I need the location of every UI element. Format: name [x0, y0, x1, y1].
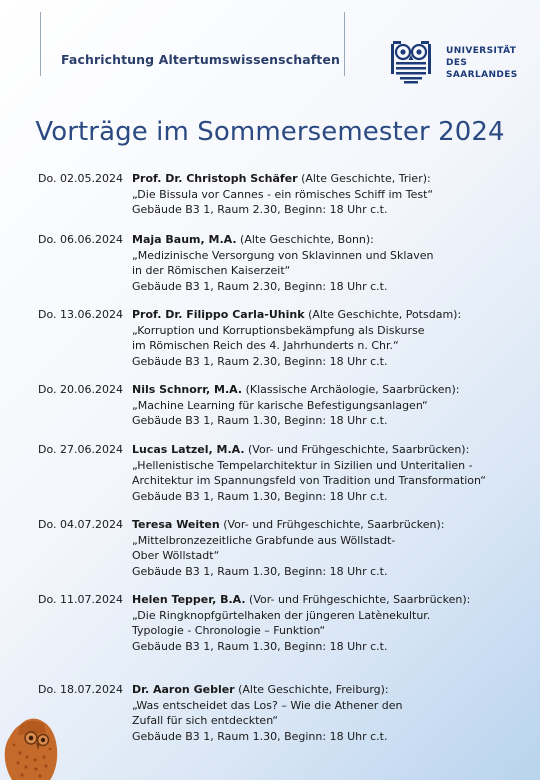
lecture-date: Do. 02.05.2024 [38, 172, 123, 185]
lecture-speaker-line [132, 382, 460, 398]
lecture-location: Gebäude B3 1, Raum 1.30, Beginn: 18 Uhr c.t. [132, 564, 388, 578]
lecture-title-line: „Medizinische Versorgung von Sklavinnen und Sklaven [132, 248, 434, 262]
department-name: Fachrichtung Altertumswissenschaften [61, 52, 340, 67]
lecture-location: Gebäude B3 1, Raum 2.30, Beginn: 18 Uhr c.t. [132, 354, 388, 368]
lecture-title-line: Zufall für sich entdeckten“ [132, 714, 279, 728]
lecture-item [38, 592, 470, 654]
university-logo[interactable] [389, 38, 519, 88]
lecture-location: Gebäude B3 1, Raum 2.30, Beginn: 18 Uhr c.t. [132, 203, 388, 217]
lecture-location: Gebäude B3 1, Raum 1.30, Beginn: 18 Uhr c.t. [132, 414, 388, 428]
lecture-date: Do. 18.07.2024 [38, 683, 123, 696]
header-divider-left [40, 12, 41, 76]
lecture-title-line: „Korruption und Korruptionsbekämpfung als Diskurse [132, 323, 425, 337]
lecture-details [132, 171, 433, 218]
lecture-item [38, 682, 402, 744]
lecture-title-line: „Was entscheidet das Los? – Wie die Athener den [132, 698, 403, 712]
university-wordmark [446, 45, 518, 81]
lecture-details [132, 382, 460, 429]
speaker-name: Dr. Aaron Gebler [132, 683, 235, 696]
wordmark-line-2: DES [446, 58, 468, 68]
speaker-name: Prof. Dr. Christoph Schäfer [132, 172, 298, 185]
lecture-date: Do. 06.06.2024 [38, 233, 123, 246]
lecture-title-line: Ober Wöllstadt“ [132, 549, 220, 563]
lecture-title-line: im Römischen Reich des 4. Jahrhunderts n. Chr.“ [132, 339, 399, 353]
lecture-date: Do. 04.07.2024 [38, 518, 123, 531]
lecture-speaker-line [132, 682, 402, 698]
wordmark-line-1: UNIVERSITÄT [446, 46, 517, 56]
speaker-affiliation: (Alte Geschichte, Freiburg): [238, 683, 389, 696]
lecture-item [38, 171, 433, 218]
lecture-details [132, 682, 402, 744]
lecture-details [132, 232, 433, 294]
speaker-affiliation: (Vor- und Frühgeschichte, Saarbrücken): [223, 518, 445, 531]
wordmark-line-3: SAARLANDES [446, 70, 518, 80]
lecture-details [132, 517, 445, 579]
lecture-speaker-line [132, 442, 486, 458]
speaker-affiliation: (Alte Geschichte, Potsdam): [308, 308, 462, 321]
speaker-affiliation: (Vor- und Frühgeschichte, Saarbrücken): [249, 593, 471, 606]
university-crest-icon [389, 38, 433, 84]
lecture-title-line: „Mittelbronzezeitliche Grabfunde aus Wöllstadt- [132, 533, 396, 547]
lecture-details [132, 442, 486, 504]
speaker-name: Nils Schnorr, M.A. [132, 383, 243, 396]
lecture-item [38, 517, 445, 579]
lecture-location: Gebäude B3 1, Raum 2.30, Beginn: 18 Uhr c.t. [132, 279, 388, 293]
lecture-details [132, 592, 470, 654]
lecture-item [38, 232, 433, 294]
lecture-speaker-line [132, 592, 470, 608]
speaker-name: Lucas Latzel, M.A. [132, 443, 245, 456]
speaker-name: Helen Tepper, B.A. [132, 593, 246, 606]
lecture-item [38, 442, 486, 504]
lecture-details [132, 307, 461, 369]
lecture-date: Do. 11.07.2024 [38, 593, 123, 606]
lecture-speaker-line [132, 517, 445, 533]
lecture-location: Gebäude B3 1, Raum 1.30, Beginn: 18 Uhr c.t. [132, 729, 388, 743]
speaker-name: Maja Baum, M.A. [132, 233, 237, 246]
lecture-location: Gebäude B3 1, Raum 1.30, Beginn: 18 Uhr c.t. [132, 639, 388, 653]
lecture-title-line: Architektur im Spannungsfeld von Tradition und Transformation“ [132, 474, 486, 488]
lecture-date: Do. 20.06.2024 [38, 383, 123, 396]
speaker-affiliation: (Alte Geschichte, Trier): [301, 172, 431, 185]
lecture-title-line: „Machine Learning für karische Befestigungsanlagen“ [132, 398, 428, 412]
lecture-item [38, 382, 460, 429]
terracotta-owl-figurine-icon [0, 705, 62, 780]
speaker-name: Prof. Dr. Filippo Carla-Uhink [132, 308, 305, 321]
lecture-item [38, 307, 461, 369]
header-divider-right [344, 12, 345, 76]
lecture-speaker-line [132, 307, 461, 323]
speaker-name: Teresa Weiten [132, 518, 220, 531]
lecture-date: Do. 13.06.2024 [38, 308, 123, 321]
speaker-affiliation: (Vor- und Frühgeschichte, Saarbrücken): [248, 443, 470, 456]
lecture-date: Do. 27.06.2024 [38, 443, 123, 456]
lecture-speaker-line [132, 232, 433, 248]
lecture-title-line: „Die Ringknopfgürtelhaken der jüngeren Latènekultur. [132, 608, 431, 622]
lecture-location: Gebäude B3 1, Raum 1.30, Beginn: 18 Uhr c.t. [132, 489, 388, 503]
page-title: Vorträge im Sommersemester 2024 [35, 117, 505, 147]
speaker-affiliation: (Alte Geschichte, Bonn): [240, 233, 374, 246]
lecture-speaker-line [132, 171, 433, 187]
speaker-affiliation: (Klassische Archäologie, Saarbrücken): [245, 383, 460, 396]
lecture-title-line: in der Römischen Kaiserzeit“ [132, 264, 291, 278]
lecture-title-line: „Hellenistische Tempelarchitektur in Sizilien und Unteritalien - [132, 458, 473, 472]
lecture-title-line: Typologie - Chronologie – Funktion“ [132, 624, 326, 638]
lecture-title-line: „Die Bissula vor Cannes - ein römisches Schiff im Test“ [132, 187, 434, 201]
